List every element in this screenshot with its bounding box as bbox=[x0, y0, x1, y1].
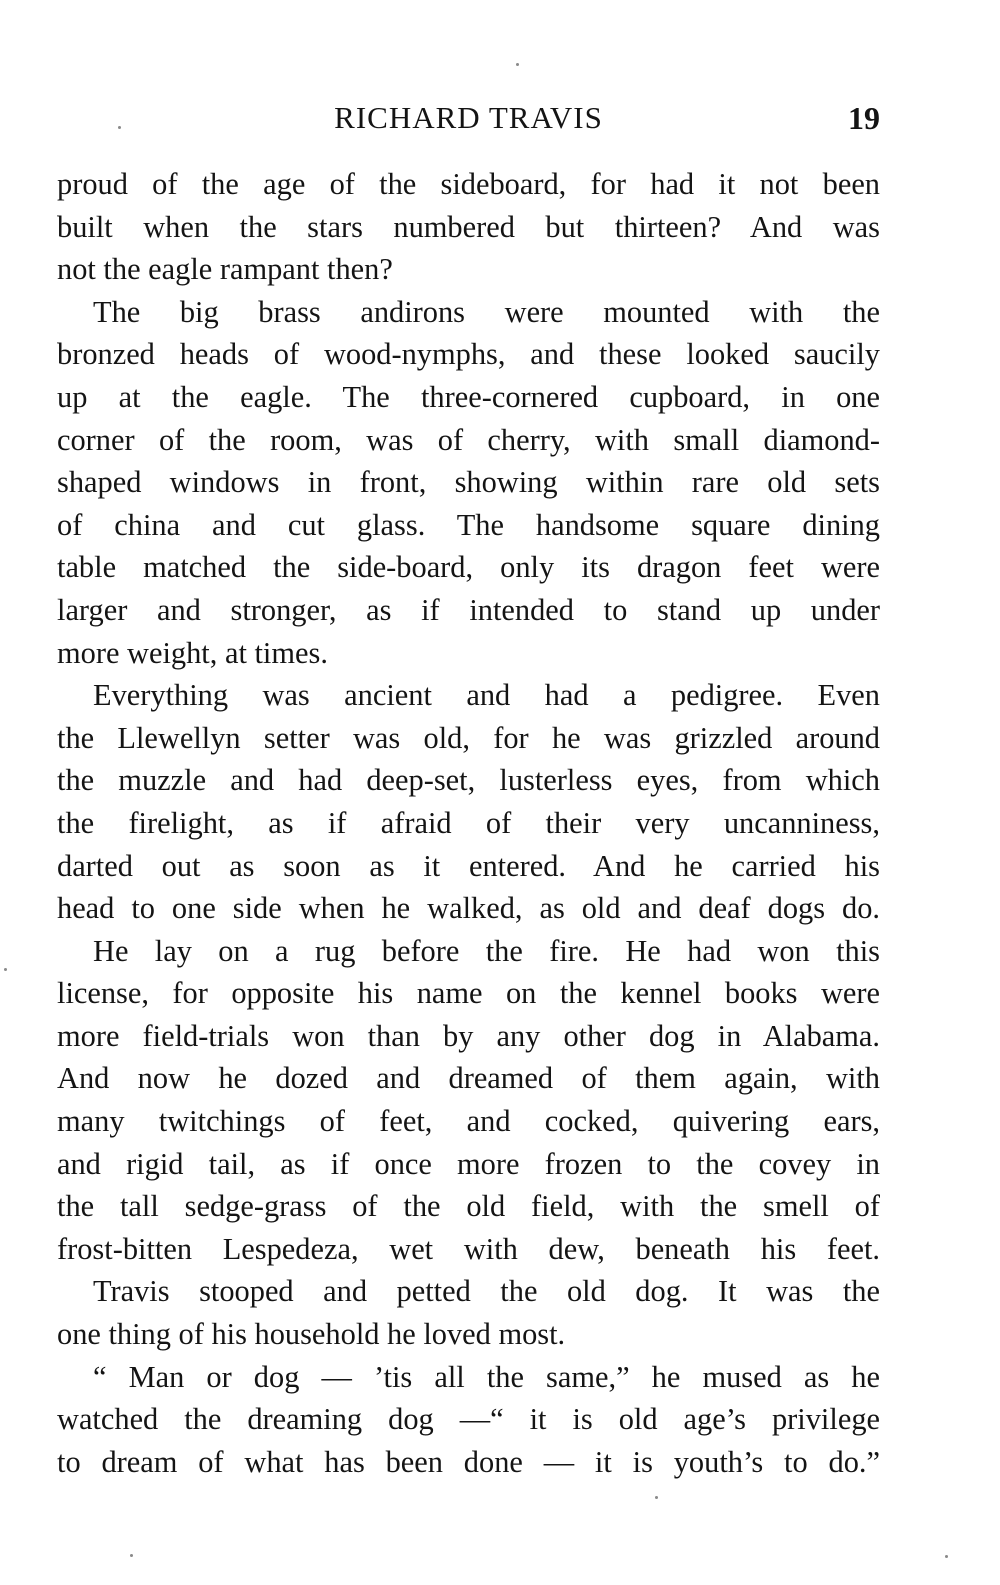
scan-speck bbox=[130, 1554, 133, 1557]
text-line: the Llewellyn setter was old, for he was grizzled around bbox=[57, 720, 880, 755]
text-line: more field-trials won than by any other dog in Alabama. bbox=[57, 1018, 880, 1053]
scan-speck bbox=[118, 126, 121, 129]
text-line: license, for opposite his name on the kennel books were bbox=[57, 976, 880, 1011]
text-line: The big brass andirons were mounted with the bbox=[93, 294, 880, 329]
page-number: 19 bbox=[848, 100, 880, 136]
text-line: head to one side when he walked, as old and deaf dogs do. bbox=[57, 891, 880, 926]
text-line: one thing of his household he loved most. bbox=[57, 1317, 566, 1352]
text-line: the tall sedge-grass of the old field, with the smell of bbox=[57, 1189, 880, 1224]
text-line: of china and cut glass. The handsome square dining bbox=[57, 507, 880, 542]
text-line: And now he dozed and dreamed of them again, with bbox=[57, 1061, 880, 1096]
text-line: proud of the age of the sideboard, for had it not been bbox=[57, 167, 880, 201]
text-line: many twitchings of feet, and cocked, quivering ears, bbox=[57, 1104, 880, 1139]
text-line: larger and stronger, as if intended to stand up under bbox=[57, 592, 880, 627]
text-line: darted out as soon as it entered. And he carried his bbox=[57, 848, 880, 883]
text-line: Everything was ancient and had a pedigree. Even bbox=[93, 678, 880, 713]
scan-speck bbox=[4, 968, 7, 971]
text-line: table matched the side-board, only its dragon feet were bbox=[57, 550, 880, 585]
scan-speck bbox=[655, 1496, 658, 1499]
text-line: the firelight, as if afraid of their very uncanniness, bbox=[57, 805, 880, 840]
text-line: frost-bitten Lespedeza, wet with dew, beneath his feet. bbox=[57, 1231, 880, 1266]
text-line: “ Man or dog — ’tis all the same,” he mused as he bbox=[93, 1359, 880, 1394]
text-line: not the eagle rampant then? bbox=[57, 252, 393, 287]
body-text bbox=[57, 163, 880, 1483]
text-line: and rigid tail, as if once more frozen to the covey in bbox=[57, 1146, 880, 1181]
text-line: shaped windows in front, showing within rare old sets bbox=[57, 465, 880, 500]
scan-speck bbox=[945, 1555, 948, 1558]
text-line: to dream of what has been done — it is youth’s to do.” bbox=[57, 1444, 880, 1479]
text-line: built when the stars numbered but thirteen? And was bbox=[57, 209, 880, 244]
text-line: up at the eagle. The three-cornered cupboard, in one bbox=[57, 379, 880, 414]
text-line: the muzzle and had deep-set, lusterless eyes, from which bbox=[57, 763, 880, 798]
text-line: bronzed heads of wood-nymphs, and these looked saucily bbox=[57, 337, 880, 372]
text-line: watched the dreaming dog —“ it is old age’s privilege bbox=[57, 1402, 880, 1437]
running-head bbox=[57, 96, 880, 140]
text-line: He lay on a rug before the fire. He had won this bbox=[93, 933, 880, 968]
scan-speck bbox=[516, 63, 519, 66]
running-title: RICHARD TRAVIS bbox=[334, 100, 603, 135]
text-line: corner of the room, was of cherry, with small diamond- bbox=[57, 422, 880, 457]
text-line: Travis stooped and petted the old dog. It was the bbox=[93, 1274, 880, 1309]
text-line: more weight, at times. bbox=[57, 635, 328, 670]
